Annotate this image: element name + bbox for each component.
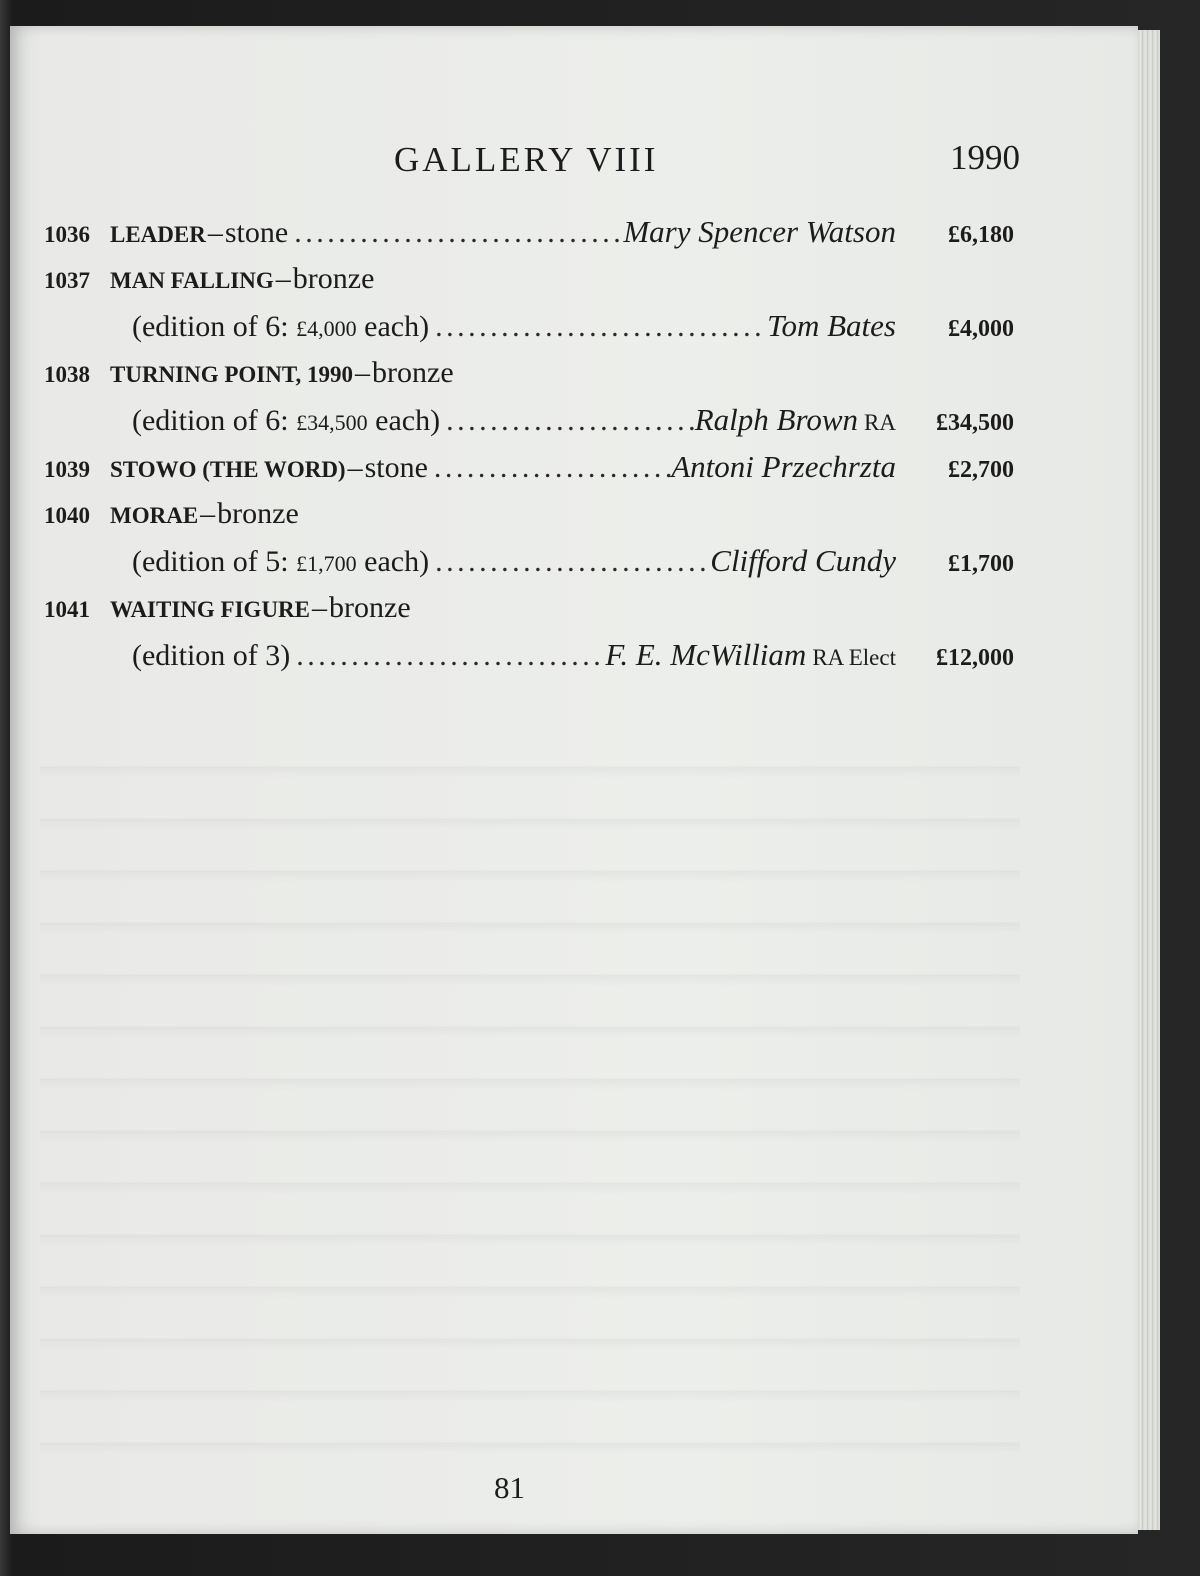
entry-dash: – [312, 591, 328, 624]
dot-leader [288, 209, 623, 256]
catalogue-year: 1990 [950, 138, 1020, 177]
edition-price: £34,500 [296, 410, 368, 435]
catalogue-entry-1036 [44, 208, 1014, 255]
entry-edition [44, 538, 429, 587]
entry-title: LEADER [110, 222, 206, 247]
entry-medium: bronze [329, 591, 411, 624]
entry-price: £4,000 [948, 316, 1014, 342]
page-header [10, 134, 1020, 184]
catalogue-entry-1039 [44, 443, 1014, 490]
catalogue-entry-1041-detail [44, 631, 1014, 678]
entry-dash: – [355, 356, 371, 389]
entry-dash: – [347, 451, 363, 484]
dot-leader [290, 632, 605, 679]
entry-artist-suffix: RA [864, 410, 896, 435]
edition-close: each) [367, 404, 441, 437]
entry-medium: bronze [372, 356, 454, 389]
catalogue-entry-1040 [44, 490, 1014, 537]
catalogue-page [10, 26, 1138, 1534]
entry-artist: Antoni Przechrzta [671, 449, 896, 484]
catalogue-entry-1041 [44, 584, 1014, 631]
entry-dash: – [207, 216, 223, 249]
catalogue-entry-1040-detail [44, 537, 1014, 584]
entry-price: £6,180 [948, 222, 1014, 248]
entry-artist: F. E. McWilliam [605, 637, 807, 672]
dot-leader [429, 303, 767, 350]
catalogue-entry-1038 [44, 349, 1014, 396]
dot-leader [428, 444, 671, 491]
catalogue-entry-1037-detail [44, 302, 1014, 349]
page-edges [1138, 30, 1160, 1530]
entry-medium: stone [364, 451, 428, 484]
page-number: 81 [494, 1470, 525, 1505]
edition-price: £4,000 [296, 316, 357, 341]
dot-leader [429, 538, 710, 585]
edition-close: each) [356, 545, 430, 578]
entry-artist: Tom Bates [767, 308, 896, 343]
entry-artist-suffix: RA Elect [812, 645, 896, 670]
entry-artist: Clifford Cundy [710, 543, 896, 578]
entry-medium: stone [224, 216, 289, 249]
entry-edition [44, 632, 290, 681]
entry-artist: Mary Spencer Watson [623, 214, 896, 249]
catalogue-entry-1038-detail [44, 396, 1014, 443]
entry-title: MAN FALLING [110, 268, 274, 293]
entry-number: 1041 [44, 597, 90, 622]
show-through [40, 726, 1020, 1466]
entry-price: £12,000 [936, 645, 1014, 671]
entry-title: MORAE [110, 503, 199, 528]
entry-number: 1039 [44, 457, 90, 482]
edition-open: (edition of 6: [132, 404, 297, 437]
entry-number: 1040 [44, 503, 90, 528]
edition-open: (edition of 3) [132, 639, 291, 672]
entry-medium: bronze [217, 497, 299, 530]
entry-dash: – [200, 497, 216, 530]
gallery-title: GALLERY VIII [394, 140, 659, 179]
catalogue-entries [44, 208, 1014, 678]
edition-open: (edition of 5: [132, 545, 297, 578]
entry-number: 1036 [44, 222, 90, 247]
edition-open: (edition of 6: [132, 310, 297, 343]
entry-dash: – [275, 262, 291, 295]
entry-price: £2,700 [948, 457, 1014, 483]
edition-price: £1,700 [296, 551, 357, 576]
entry-price: £1,700 [948, 551, 1014, 577]
edition-close: each) [356, 310, 430, 343]
entry-medium: bronze [292, 262, 375, 295]
entry-artist: Ralph Brown [694, 402, 859, 437]
entry-edition [44, 303, 429, 352]
entry-edition [44, 397, 440, 446]
entry-number: 1037 [44, 268, 90, 293]
entry-title: WAITING FIGURE [110, 597, 311, 622]
entry-price: £34,500 [936, 410, 1014, 436]
entry-title: STOWO (THE WORD) [110, 457, 346, 482]
entry-title: TURNING POINT, 1990 [110, 362, 354, 387]
dot-leader [440, 397, 695, 444]
catalogue-entry-1037 [44, 255, 1014, 302]
entry-number: 1038 [44, 362, 90, 387]
